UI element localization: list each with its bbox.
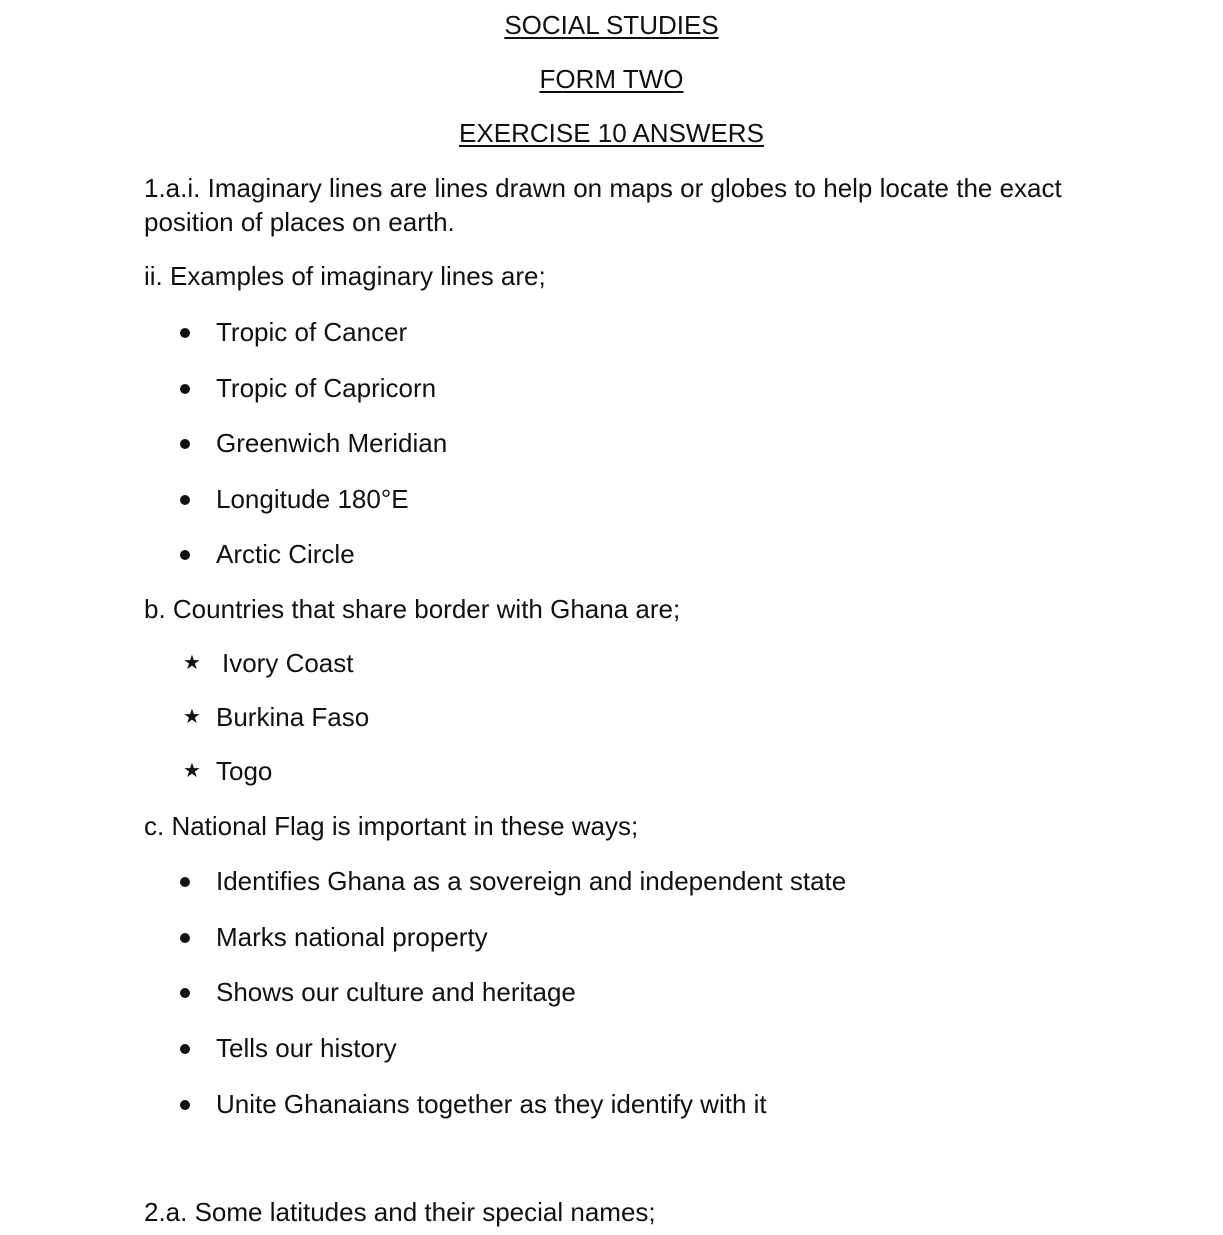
bullet-icon xyxy=(180,1044,190,1054)
answer-1b-intro: b. Countries that share border with Ghana are; xyxy=(144,594,681,624)
bullet-icon xyxy=(180,877,190,887)
bullet-icon xyxy=(180,988,190,998)
star-icon: ★ xyxy=(183,704,201,728)
answer-1aii-intro: ii. Examples of imaginary lines are; xyxy=(144,261,546,291)
bullet-icon xyxy=(180,550,190,560)
form-heading: FORM TWO xyxy=(539,64,684,94)
bullet-icon xyxy=(180,933,190,943)
bullet-icon xyxy=(180,495,190,505)
subject-heading: SOCIAL STUDIES xyxy=(504,10,719,40)
bullet-icon xyxy=(180,1100,190,1110)
answer-1c-intro: c. National Flag is important in these ways; xyxy=(144,811,639,841)
bullet-icon xyxy=(180,384,190,394)
answer-1ai: 1.a.i. Imaginary lines are lines drawn on maps or globes to help locate the exact position of places on earth. xyxy=(144,173,1062,237)
bullet-icon xyxy=(180,328,190,338)
answer-2a-intro: 2.a. Some latitudes and their special names; xyxy=(144,1197,656,1227)
exercise-heading: EXERCISE 10 ANSWERS xyxy=(459,118,764,148)
star-icon: ★ xyxy=(183,758,201,782)
bullet-icon xyxy=(180,439,190,449)
star-icon: ★ xyxy=(183,650,201,674)
